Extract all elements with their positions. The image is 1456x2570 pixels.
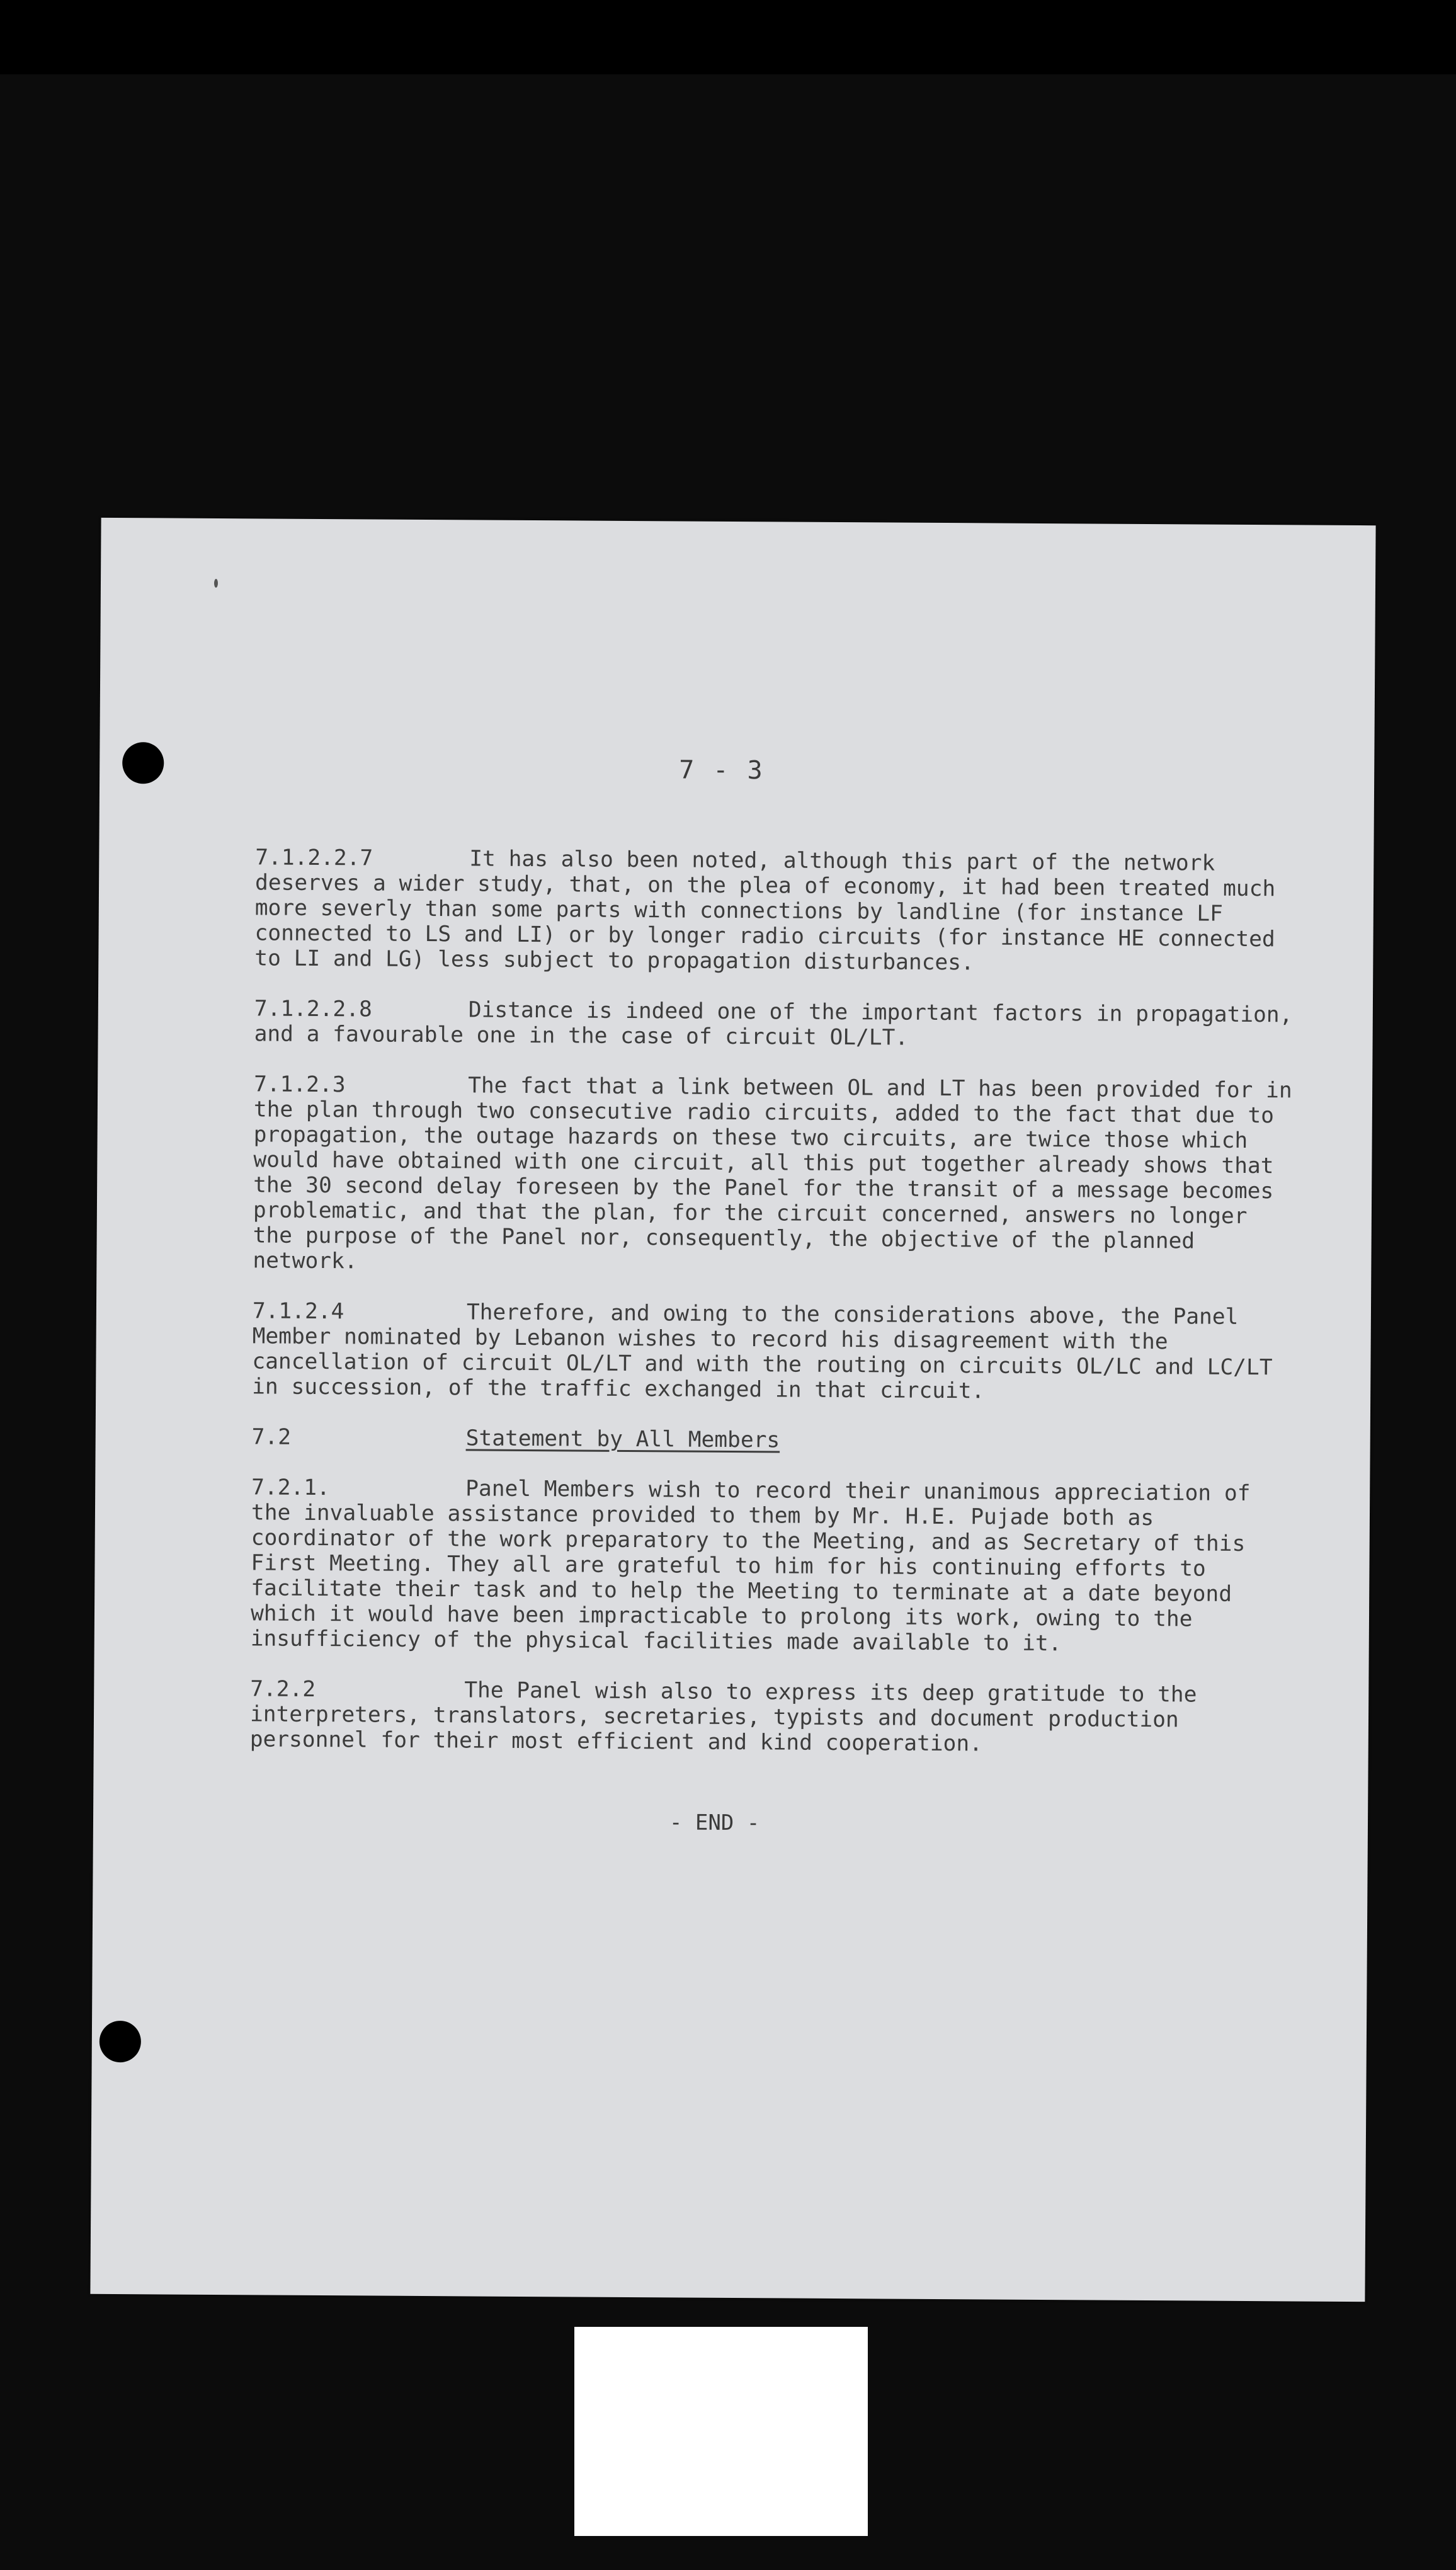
paragraph-number: 7.1.2.2.7 xyxy=(255,845,373,871)
paragraph-text: Therefore, and owing to the considerations above, the Panel Member nominated by Lebanon wishes to record his disagreement with the cancellation of circuit OL/LT and with the routing on circuits OL/LC and LC/LT in succession, of the traffic exchanged in that circuit. xyxy=(252,1299,1286,1404)
paragraph xyxy=(254,845,1294,977)
paragraph-text: The Panel wish also to express its deep gratitude to the interpreters, translators, secretaries, typists and document production personnel for their most efficient and kind cooperation. xyxy=(249,1677,1210,1757)
section-number: 7.2 xyxy=(251,1424,292,1450)
paragraph-number: 7.2.1. xyxy=(251,1475,330,1501)
document-page xyxy=(90,518,1375,2302)
paragraph-number: 7.2.2 xyxy=(250,1676,316,1702)
section-heading xyxy=(252,1424,1291,1456)
page-number: 7 - 3 xyxy=(679,755,765,785)
punch-hole-lower xyxy=(100,2021,141,2062)
paragraph xyxy=(253,1071,1305,1279)
paragraph xyxy=(251,1475,1291,1657)
page-speck xyxy=(214,579,218,588)
paragraph xyxy=(254,996,1306,1053)
film-top-band xyxy=(0,0,1456,74)
paragraph-number: 7.1.2.3 xyxy=(254,1071,346,1098)
paragraph-number: 7.1.2.4 xyxy=(252,1298,344,1325)
section-title: Statement by All Members xyxy=(465,1425,780,1453)
paragraph xyxy=(250,1676,1290,1758)
paragraph-text: Distance is indeed one of the important factors in propagation, and a favourable one in the case of circuit OL/LT. xyxy=(254,997,1306,1051)
paragraph-text: The fact that a link between OL and LT has been provided for in the plan through two consecutive radio circuits, added to the fact that due to propagation, the outage hazards on these two circuits, are twice those which would have obtained with one circuit, all this put together already shows that the 30 second delay foreseen by the Panel for the transit of a message becomes problematic, and that the plan, for the circuit concerned, answers no longer the purpose of the Panel nor, consequently, the objective of the planned network. xyxy=(253,1073,1305,1274)
paragraph-number: 7.1.2.2.8 xyxy=(254,996,372,1022)
paragraph-text: Panel Members wish to record their unanimous appreciation of the invaluable assistance provided to them by Mr. H.E. Pujade both as coordinator of the work preparatory to the Meeting, and as Secretary of this First Meeting. They all are grateful to him for his continuing efforts to facilitate their task and to help the Meeting to terminate at a date beyond which it would have been impracticable to prolong its work, owing to the insufficiency of the physical facilities made available to it. xyxy=(250,1476,1264,1657)
end-marker: - END - xyxy=(669,1810,760,1836)
paragraph-text: It has also been noted, although this part of the network deserves a wider study, that, on the plea of economy, it had been treated much more severly than some parts with connections by landline (for instance LF connected to LS and LI) or by longer radio circuits (for instance HE connected to LI and LG) less subject to propagation disturbances. xyxy=(254,846,1289,976)
paragraph xyxy=(252,1298,1292,1405)
punch-hole-upper xyxy=(122,742,164,784)
body-text xyxy=(249,845,1306,1783)
microfilm-target-card xyxy=(574,2327,868,2536)
